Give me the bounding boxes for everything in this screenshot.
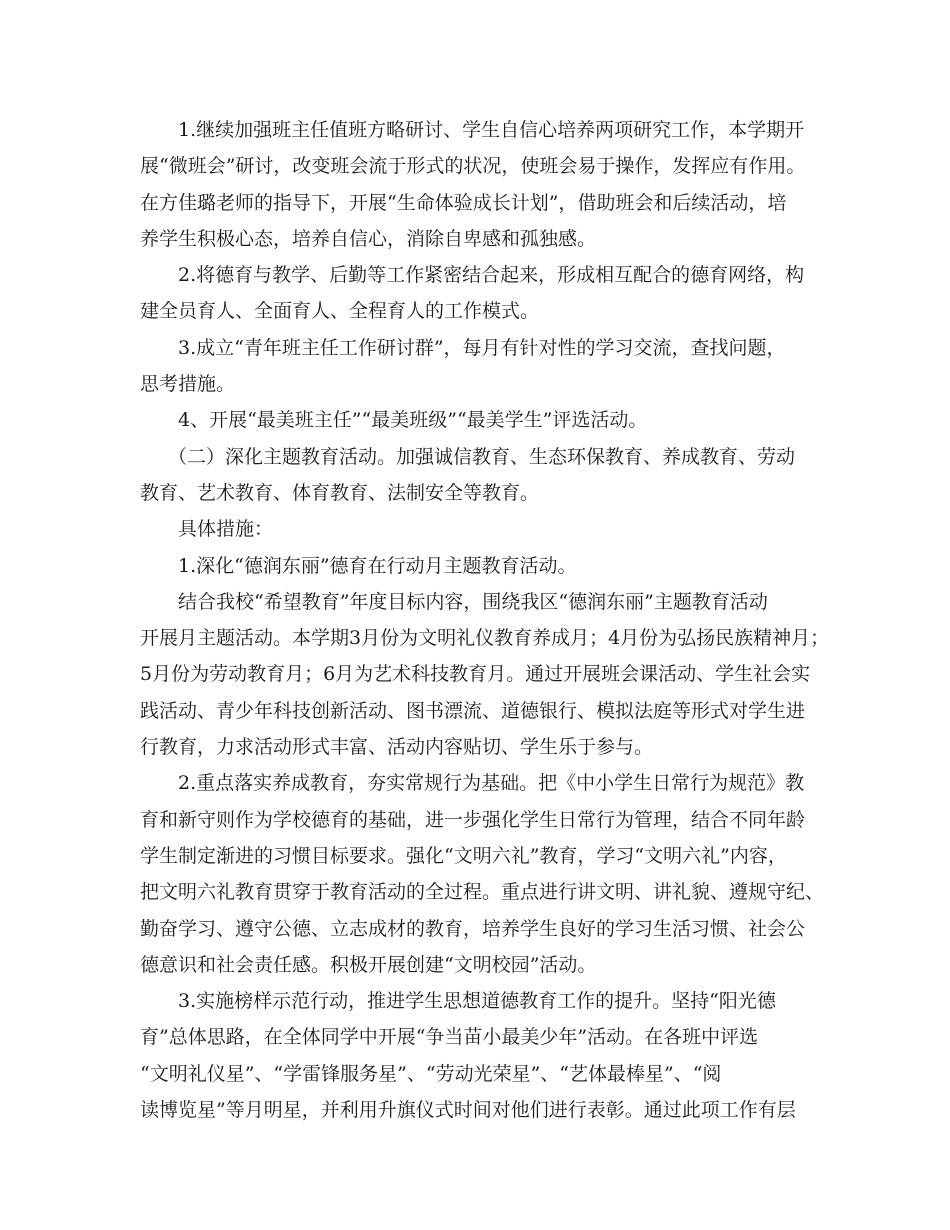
text-line: 把文明六礼教育贯穿于教育活动的全过程。重点进行讲文明、讲礼貌、遵规守纪、 bbox=[140, 881, 825, 904]
text-line: 养学生积极心态，培养自信心，消除自卑感和孤独感。 bbox=[140, 227, 597, 250]
text-line: 德意识和社会责任感。积极开展创建“文明校园”活动。 bbox=[140, 953, 597, 976]
text-line: 结合我校“希望教育”年度目标内容，围绕我区“德润东丽”主题教育活动 bbox=[178, 590, 768, 613]
text-line: 思考措施。 bbox=[140, 373, 236, 396]
text-line: 2.将德育与教学、后勤等工作紧密结合起来，形成相互配合的德育网络，构 bbox=[178, 264, 805, 287]
text-line: 2.重点落实养成教育，夯实常规行为基础。把《中小学生日常行为规范》教 bbox=[178, 772, 805, 795]
text-line: 育和新守则作为学校德育的基础，进一步强化学生日常行为管理，结合不同年龄 bbox=[140, 808, 806, 831]
text-line: （二）深化主题教育活动。加强诚信教育、生态环保教育、养成教育、劳动 bbox=[168, 445, 796, 468]
text-line: “文明礼仪星”、“学雷锋服务星”、“劳动光荣星”、“艺体最棒星”、“阅 bbox=[140, 1062, 722, 1085]
text-line: 行教育，力求活动形式丰富、活动内容贴切、学生乐于参与。 bbox=[140, 736, 654, 759]
text-line: 4、开展“最美班主任”“最美班级”“最美学生”评选活动。 bbox=[178, 409, 648, 432]
text-line: 1.继续加强班主任值班方略研讨、学生自信心培养两项研究工作，本学期开 bbox=[178, 119, 805, 141]
text-line: 具体措施： bbox=[178, 518, 274, 541]
text-line: 读博览星”等月明星，并利用升旗仪式时间对他们进行表彰。通过此项工作有层 bbox=[140, 1099, 796, 1122]
text-line: 育”总体思路，在全体同学中开展“争当苗小最美少年”活动。在各班中评选 bbox=[140, 1026, 759, 1049]
text-line: 在方佳璐老师的指导下，开展“生命体验成长计划”，借助班会和后续活动，培 bbox=[140, 191, 787, 214]
document-body bbox=[140, 112, 830, 1128]
text-line: 践活动、青少年科技创新活动、图书漂流、道德银行、模拟法庭等形式对学生进 bbox=[140, 699, 806, 722]
text-line: 3.实施榜样示范行动，推进学生思想道德教育工作的提升。坚持“阳光德 bbox=[178, 990, 776, 1013]
text-line: 3.成立“青年班主任工作研讨群”，每月有针对性的学习交流，查找问题， bbox=[178, 336, 786, 359]
text-line: 教育、艺术教育、体育教育、法制安全等教育。 bbox=[140, 481, 540, 504]
text-line: 展“微班会”研讨，改变班会流于形式的状况，使班会易于操作，发挥应有作用。 bbox=[140, 155, 806, 178]
text-line: 开展月主题活动。本学期3月份为文明礼仪教育养成月；4月份为弘扬民族精神月； bbox=[140, 627, 830, 650]
text-line: 勤奋学习、遵守公德、立志成材的教育，培养学生良好的学习生活习惯、社会公 bbox=[140, 917, 806, 940]
text-line: 学生制定渐进的习惯目标要求。强化“文明六礼”教育，学习“文明六礼”内容， bbox=[140, 844, 787, 867]
text-line: 5月份为劳动教育月；6月为艺术科技教育月。通过开展班会课活动、学生社会实 bbox=[140, 663, 811, 686]
text-line: 建全员育人、全面育人、全程育人的工作模式。 bbox=[140, 300, 540, 323]
text-line: 1.深化“德润东丽”德育在行动月主题教育活动。 bbox=[178, 554, 577, 577]
